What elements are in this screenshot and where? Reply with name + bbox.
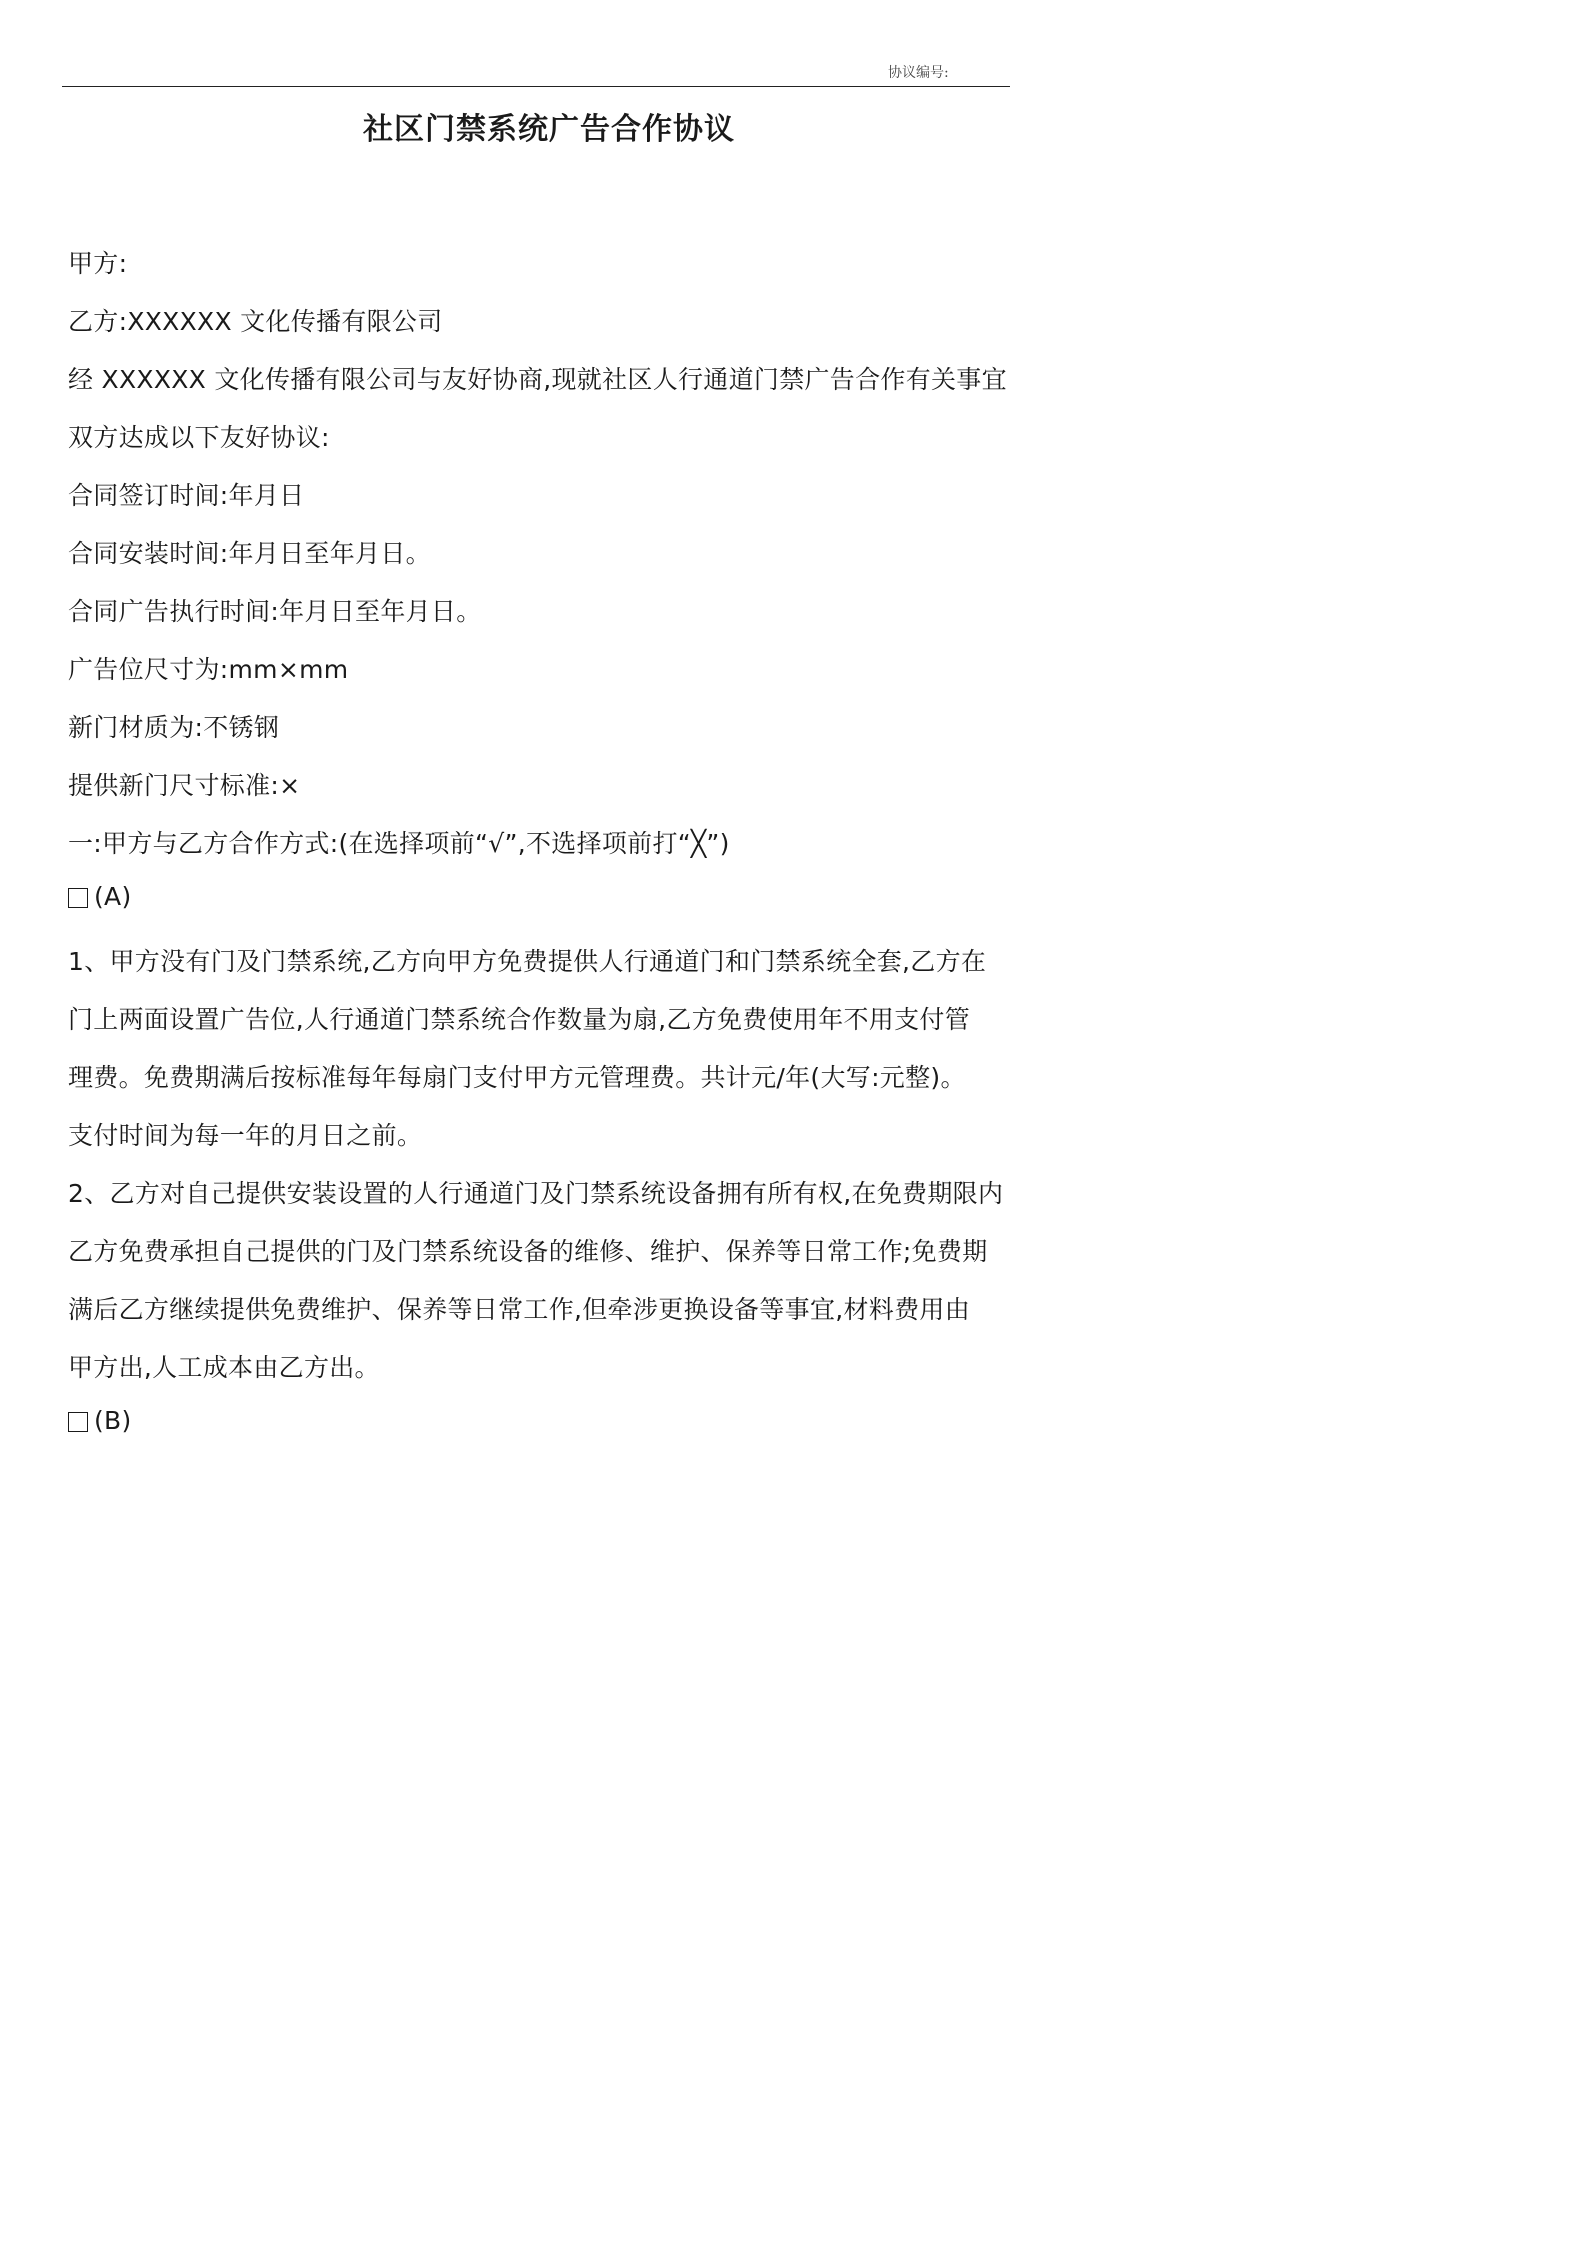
intro-line-2: 双方达成以下友好协议: [68,423,330,452]
option-a[interactable] [68,882,132,911]
ad-size-field: 广告位尺寸为:mm×mm [68,655,349,684]
clause-2-line-3: 满后乙方继续提供免费维护、保养等日常工作,但牵涉更换设备等事宜,材料费用由 [68,1295,970,1324]
option-a-label: (A) [94,882,132,911]
sign-time-field: 合同签订时间:年月日 [68,481,305,510]
section-one-heading: 一:甲方与乙方合作方式:(在选择项前“√”,不选择项前打“╳”) [68,829,730,858]
door-size-standard-field: 提供新门尺寸标准:× [68,771,301,800]
header-divider [62,86,1010,87]
clause-1-line-4: 支付时间为每一年的月日之前。 [68,1121,423,1150]
agreement-number-label: 协议编号: [888,65,949,81]
option-b[interactable] [68,1406,132,1435]
option-a-checkbox[interactable] [68,888,88,908]
clause-2-line-2: 乙方免费承担自己提供的门及门禁系统设备的维修、维护、保养等日常工作;免费期 [68,1237,988,1266]
door-material-field: 新门材质为:不锈钢 [68,713,280,742]
clause-1-line-1: 1、甲方没有门及门禁系统,乙方向甲方免费提供人行通道门和门禁系统全套,乙方在 [68,947,987,976]
clause-1-line-2: 门上两面设置广告位,人行通道门禁系统合作数量为扇,乙方免费使用年不用支付管 [68,1005,970,1034]
party-a-line: 甲方: [68,249,128,278]
clause-1-line-3: 理费。免费期满后按标准每年每扇门支付甲方元管理费。共计元/年(大写:元整)。 [68,1063,966,1092]
party-b-line: 乙方:XXXXXX 文化传播有限公司 [68,307,443,336]
intro-line-1: 经 XXXXXX 文化传播有限公司与友好协商,现就社区人行通道门禁广告合作有关事宜 [68,365,1007,394]
document-title: 社区门禁系统广告合作协议 [363,112,735,147]
install-time-field: 合同安装时间:年月日至年月日。 [68,539,431,568]
option-b-checkbox[interactable] [68,1412,88,1432]
clause-2-line-4: 甲方出,人工成本由乙方出。 [68,1353,380,1382]
clause-2-line-1: 2、乙方对自己提供安装设置的人行通道门及门禁系统设备拥有所有权,在免费期限内 [68,1179,1004,1208]
option-b-label: (B) [94,1406,132,1435]
ad-exec-time-field: 合同广告执行时间:年月日至年月日。 [68,597,482,626]
